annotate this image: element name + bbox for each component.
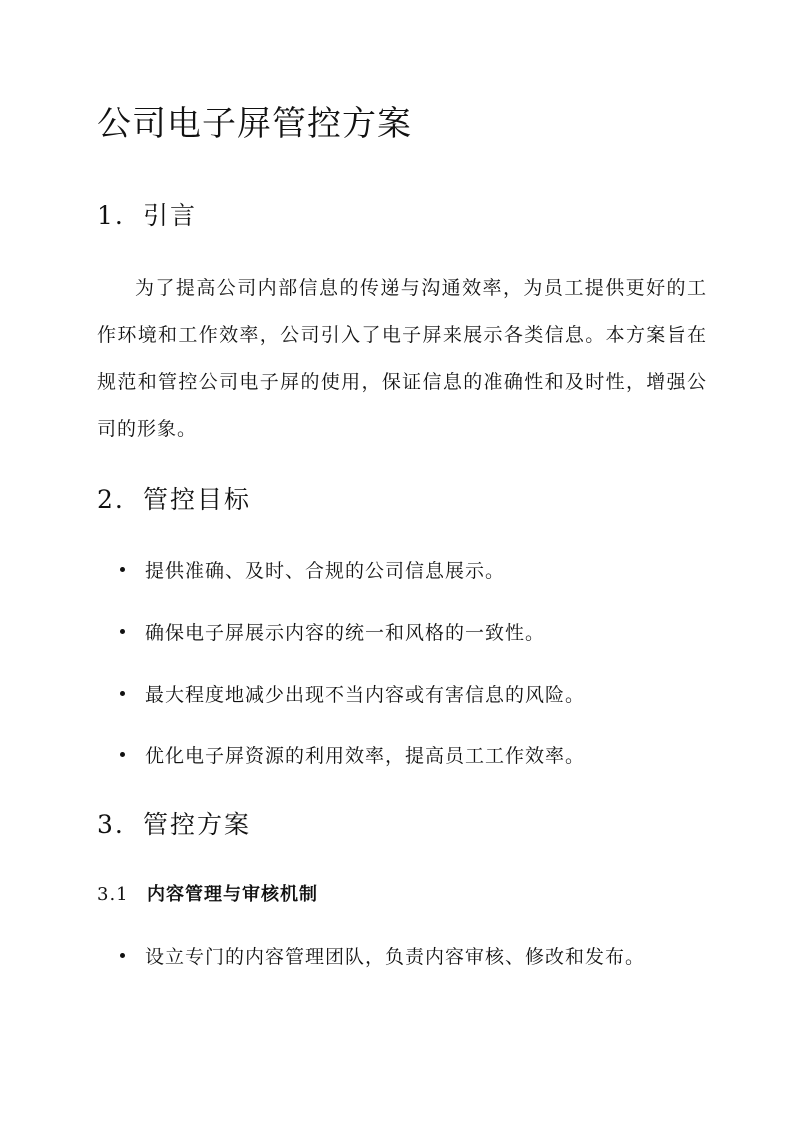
section-title: 引言 <box>143 201 198 230</box>
bullet-icon <box>120 629 125 634</box>
goal-list-item <box>120 680 585 707</box>
list-item-text: 优化电子屏资源的利用效率，提高员工工作效率。 <box>145 745 586 767</box>
plan-list-item <box>120 942 645 969</box>
section-heading-plan <box>97 805 251 841</box>
list-item-text: 最大程度地减少出现不当内容或有害信息的风险。 <box>145 684 586 706</box>
bullet-icon <box>120 752 125 757</box>
bullet-icon <box>120 953 125 958</box>
section-number: 2. <box>97 485 125 514</box>
section-title: 管控目标 <box>143 485 252 514</box>
subsection-title: 内容管理与审核机制 <box>147 884 318 905</box>
section-heading-goals <box>97 480 251 516</box>
bullet-icon <box>120 691 125 696</box>
section-title: 管控方案 <box>143 810 252 839</box>
subsection-number: 3.1 <box>97 884 129 905</box>
list-item-text: 设立专门的内容管理团队，负责内容审核、修改和发布。 <box>145 946 646 968</box>
introduction-paragraph: 为了提高公司内部信息的传递与沟通效率，为员工提供更好的工作环境和工作效率，公司引入了电子屏来展示各类信息。本方案旨在规范和管控公司电子屏的使用，保证信息的准确性和及时性，增强公司的形象。 <box>97 277 707 440</box>
bullet-icon <box>120 567 125 572</box>
goal-list-item <box>120 618 545 645</box>
section-number: 3. <box>97 810 125 839</box>
section-number: 1. <box>97 201 125 230</box>
section-heading-introduction <box>97 196 197 232</box>
list-item-text: 提供准确、及时、合规的公司信息展示。 <box>145 560 506 582</box>
subsection-heading-content-management <box>97 880 318 906</box>
list-item-text: 确保电子屏展示内容的统一和风格的一致性。 <box>145 622 546 644</box>
goal-list-item <box>120 741 585 768</box>
goal-list-item <box>120 556 505 583</box>
document-title: 公司电子屏管控方案 <box>97 104 412 144</box>
